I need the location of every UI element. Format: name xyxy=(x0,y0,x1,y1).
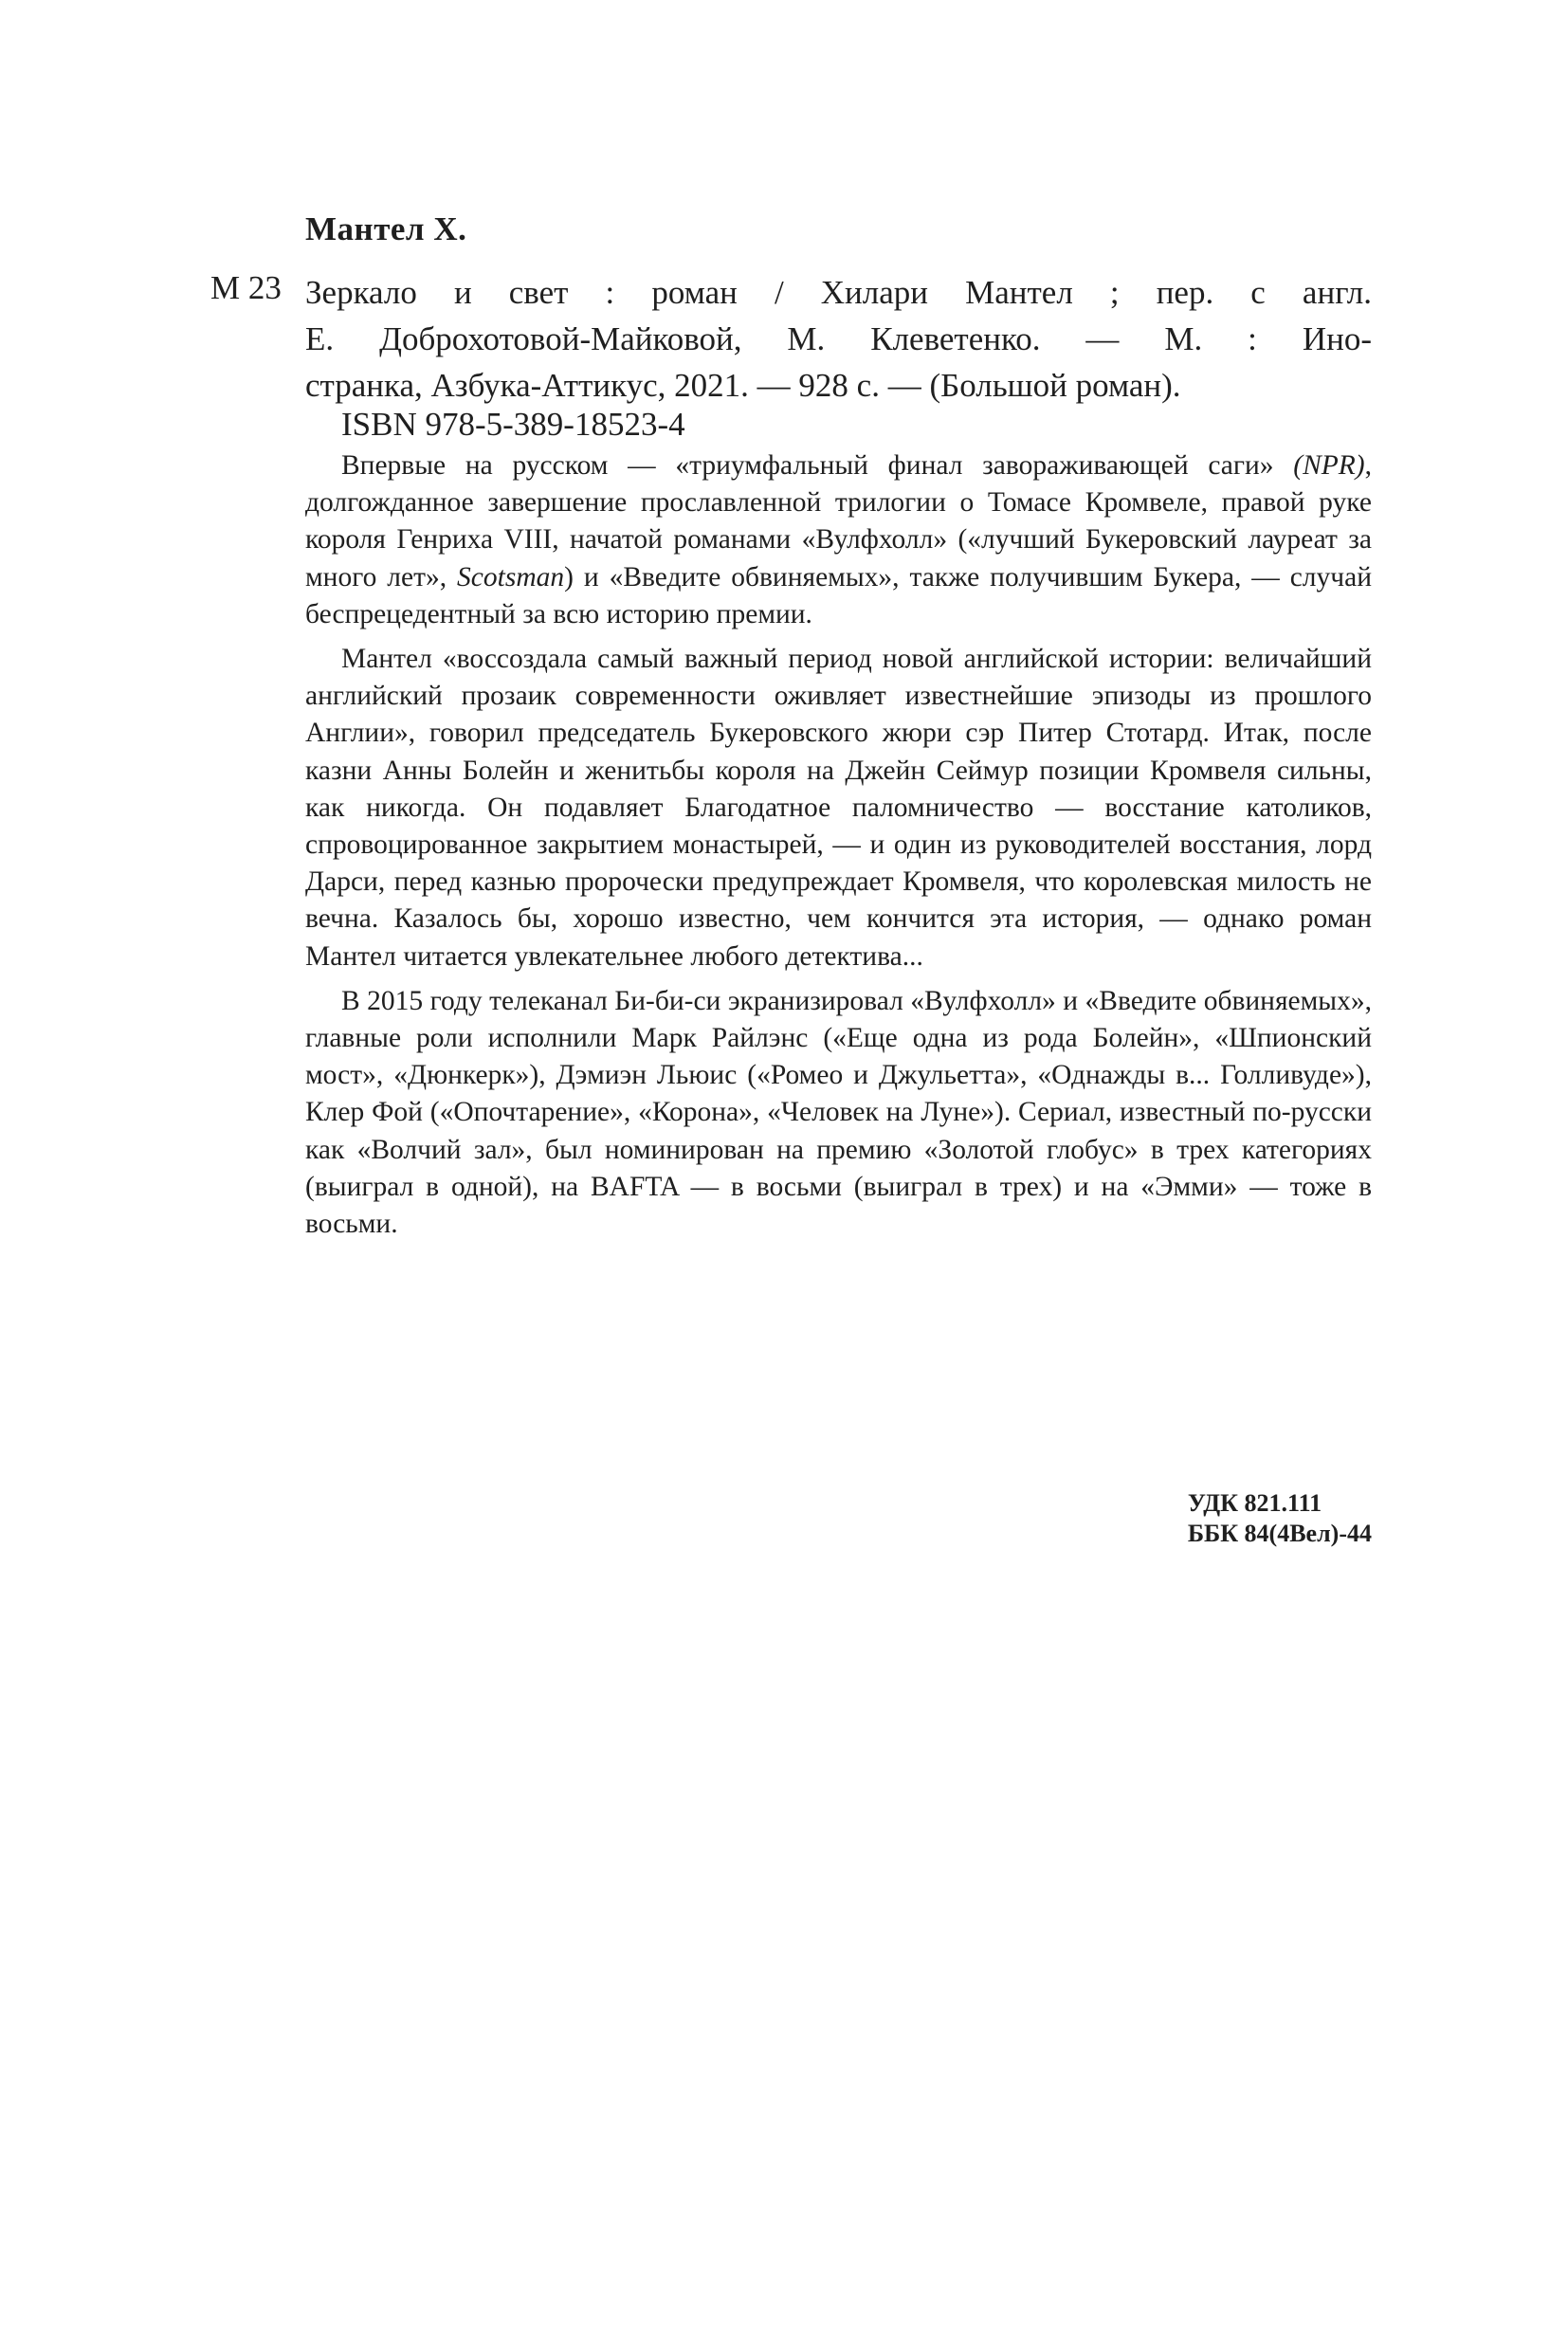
bibliographic-line: странка, Азбука-Аттикус, 2021. — 928 с. — (Большой роман). xyxy=(305,367,1181,404)
source-scotsman: Scotsman xyxy=(457,561,565,592)
bibliographic-line: Зеркало и свет : роман / Хилари Мантел ; пер. с англ. xyxy=(305,274,1372,311)
source-npr: (NPR) xyxy=(1293,450,1365,481)
annotation xyxy=(305,447,1372,1243)
annotation-paragraph-1 xyxy=(305,447,1372,633)
annotation-paragraph-3: В 2015 году телеканал Би-би-си экранизировал «Вулфхолл» и «Введите обвиняемых», главные роли исполнили Марк Райлэнс («Еще одна из рода Болейн», «Шпионский мост», «Дюнкерк»), Дэмиэн Льюис («Ромео и Джульетта», «Однажды в... Голливуде»), Клер Фой («Опочтарение», «Корона», «Человек на Луне»). Сериал, известный по-русски как «Волчий зал», был номинирован на премию «Золотой глобус» в трех категориях (выиграл в одной), на BAFTA — в восьми (выиграл в трех) и на «Эмми» — тоже в восьми. xyxy=(305,985,1372,1240)
bibliographic-line: Е. Доброхотовой-Майковой, М. Клеветенко. — М. : Ино- xyxy=(305,320,1372,357)
annotation-text: ) и «Введите обвиняемых», также получившим Букера, — случай беспрецедентный за всю историю премии. xyxy=(305,561,1372,629)
classification-block xyxy=(1188,1488,1372,1549)
bbk-index: ББК 84(4Вел)-44 xyxy=(1187,1520,1372,1547)
annotation-text: Впервые на русском — «триумфальный финал завораживающей саги» xyxy=(341,450,1294,481)
udk-index: УДК 821.111 xyxy=(1187,1489,1322,1517)
author-heading: Мантел Х. xyxy=(305,210,467,247)
annotation-paragraph-2: Мантел «воссоздала самый важный период новой английской истории: величайший английский прозаик современности оживляет известнейшие эпизоды из прошлого Англии», говорил председатель Букеровского жюри сэр Питер Стотард. Итак, после казни Анны Болейн и женитьбы короля на Джейн Сеймур позиции Кромвеля сильны, как никогда. Он подавляет Благодатное паломничество — восстание католиков, спровоцированное закрытием монастырей, — и один из руководителей восстания, лорд Дарси, перед казнью пророчески предупреждает Кромвеля, что королевская милость не вечна. Казалось бы, хорошо известно, чем кончится эта история, — однако роман Мантел читается увлекательнее любого детектива... xyxy=(305,644,1372,972)
bibliographic-description xyxy=(305,269,1372,409)
author-mark-code: М 23 xyxy=(210,269,282,306)
isbn: ISBN 978-5-389-18523-4 xyxy=(341,406,685,443)
annotation-text: , долгожданное завершение прославленной трилогии о Томасе Кромвеле, правой руке короля Генриха VIII, начатой романами «Вулфхолл» («лучший Букеровский лауреат за много лет», xyxy=(305,450,1372,592)
